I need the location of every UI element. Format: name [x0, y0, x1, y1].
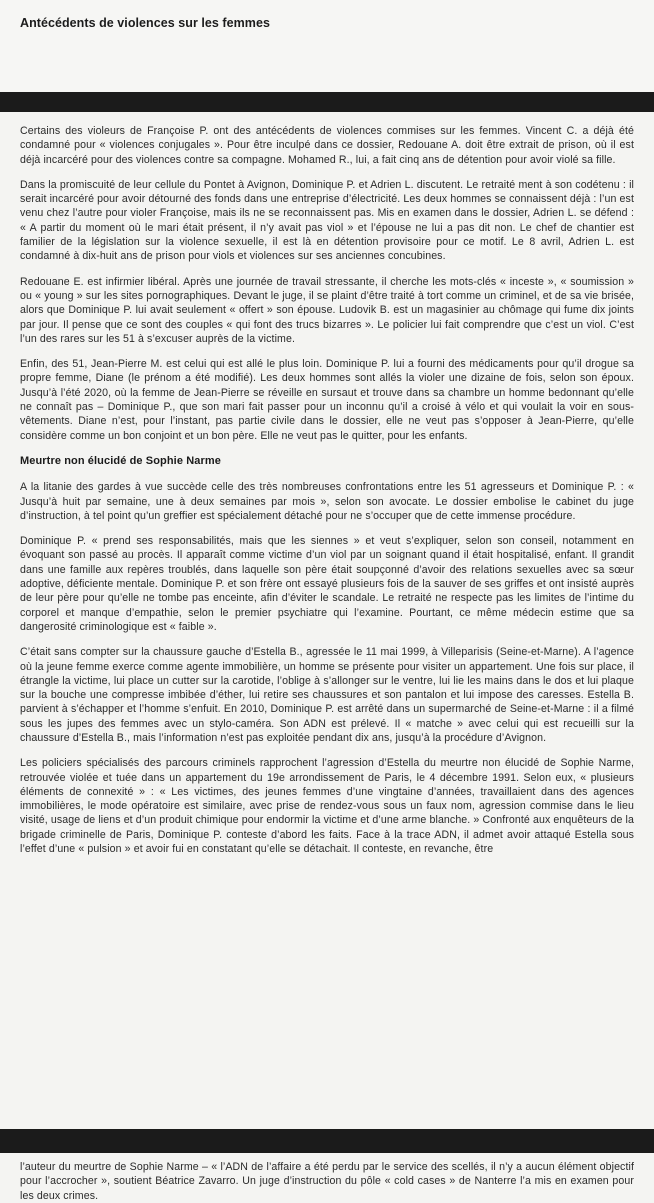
article-body — [20, 124, 634, 867]
header-area — [0, 0, 654, 92]
divider-bar-top — [0, 92, 654, 112]
article-paragraph: Dominique P. « prend ses responsabilités, mais que les siennes » et veut s’expliquer, selon son conseil, notamment en évoquant son passé au procès. Il apparaît comme victime d’un viol par un soignant quand il était hospitalisé, enfant. Il grandit dans une famille aux repères troublés, dans laquelle son père était soupçonné d’avoir des relations sexuelles avec sa sœur adoptive, déficiente mentale. Dominique P. et son frère ont essayé plusieurs fois de la sauver de ses griffes et ont insisté auprès de leur père pour qu’elle ne tombe pas enceinte, afin d’éviter le scandale. Le retraité ne respecte pas les limites de l’intime du corporel et manque d’empathie, selon le premier psychiatre qui l’examine. Pourtant, ce même médecin estime que sa dangerosité criminologique est « faible ». — [20, 535, 634, 633]
article-paragraph: Les policiers spécialisés des parcours criminels rapprochent l’agression d’Estella du meurtre non élucidé de Sophie Narme, retrouvée violée et tuée dans un appartement du 19e arrondissement de Paris, le 4 décembre 1991. Selon eux, « plusieurs éléments de connexité » : « Les victimes, des jeunes femmes d’une vingtaine d’années, travaillaient dans des agences immobilières, le mode opératoire est similaire, avec prise de rendez-vous sous un faux nom, agression commise dans le lieu visité, usage de liens et d’un produit chimique pour endormir la victime et d’une arme blanche. » Confronté aux enquêteurs de la brigade criminelle de Paris, Dominique P. conteste d’abord les faits. Face à la trace ADN, il admet avoir attaqué Estella sous l’effet d’une « pulsion » et avoir fui en constatant qu’elle se détachait. Il conteste, en revanche, être — [20, 757, 634, 856]
article-paragraph: C’était sans compter sur la chaussure gauche d’Estella B., agressée le 11 mai 1999, à Villeparisis (Seine-et-Marne). A l’agence où la jeune femme exerce comme agente immobilière, un homme se présente pour visiter un appartement. Une fois sur place, il étrangle la victime, lui place un cutter sur la carotide, l’oblige à s’allonger sur le ventre, lui lie les mains dans le dos et lui plaque sur la bouche une compresse imbibée d’éther, lui retire ses chaussures et son pantalon et lui impose des caresses. Estella B. parvient à s’échapper et l’homme s’enfuit. En 2010, Dominique P. est arrêté dans un supermarché de Seine-et-Marne : il a filmé sous les jupes des femmes avec un stylo-caméra. Son ADN est prélevé. Il « matche » avec celui qui est recueilli sur la chaussure d’Estella B., mais l’information n’est pas exploitée pendant dix ans, jusqu’à la procédure d’Avignon. — [20, 646, 634, 744]
article-paragraph: Redouane E. est infirmier libéral. Après une journée de travail stressante, il cherche les mots-clés « inceste », « soumission » ou « young » sur les sites pornographiques. Devant le juge, il se plaint d’être traité à tort comme un criminel, et de sa vie brisée, alors que Dominique P. lui avait seulement « offert » son épouse. Ludovik B. est un magasinier au chômage qui fume dix joints par jour. Il pense que ce sont des couples « qui font des trucs bizarres ». Le policier lui fait comprendre que c’est un viol. C’est l’un des rares sur les 51 à s’excuser auprès de la victime. — [20, 275, 634, 345]
continuation-paragraph: l’auteur du meurtre de Sophie Narme – « l’ADN de l’affaire a été perdu par le service des scellés, il n’y a aucun élément objectif pour l’accrocher », soutient Béatrice Zavarro. Un juge d’instruction du pôle « cold cases » de Nanterre l’a mis en examen pour les deux crimes. — [20, 1161, 634, 1202]
article-continuation — [20, 1160, 634, 1203]
article-paragraph: Enfin, des 51, Jean-Pierre M. est celui qui est allé le plus loin. Dominique P. lui a fourni des médicaments pour qu’il drogue sa propre femme, Diane (le prénom a été modifié). Les deux hommes sont allés la violer une dizaine de fois, selon son époux. Jusqu’à l’été 2020, où la femme de Jean-Pierre se réveille en sursaut et trouve dans sa chambre un homme bedonnant qu’elle ne connaît pas – Dominique P., que son mari fait passer pour un inconnu qu’il a croisé à vélo et qui voulait la voir en sous-vêtements. Diane n’est, pour l’instant, pas partie civile dans le dossier, elle ne veut pas s’opposer à Jean-Pierre, qu’elle considère comme un bon conjoint et un bon père. Elle ne veut pas le quitter, pour les enfants. — [20, 358, 634, 442]
article-paragraph: Certains des violeurs de Françoise P. ont des antécédents de violences commises sur les femmes. Vincent C. a déjà été condamné pour « violences conjugales ». Pour être inculpé dans ce dossier, Redouane A. doit être extrait de prison, où il est déjà incarcéré pour des violences contre sa compagne. Mohamed R., lui, a fait cinq ans de détention pour avoir violé sa fille. — [20, 125, 634, 166]
article-paragraph: A la litanie des gardes à vue succède celle des très nombreuses confrontations entre les 51 agresseurs et Dominique P. : « Jusqu’à huit par semaine, une à deux semaines par mois », selon son avocate. Le dossier embolise le cabinet du juge d’instruction, à tel point qu’un greffier est spécialement détaché pour ne s’occuper que de cette immense procédure. — [20, 481, 634, 522]
section-subheading: Meurtre non élucidé de Sophie Narme — [20, 454, 221, 467]
divider-bar-bottom — [0, 1129, 654, 1153]
article-paragraph: Dans la promiscuité de leur cellule du Pontet à Avignon, Dominique P. et Adrien L. discutent. Le retraité ment à son codétenu : il serait incarcéré pour avoir détourné des fonds dans une entreprise d’électricité. Les deux hommes se connaissent déjà : l’un est venu chez l’autre pour violer Françoise, mais ils ne se reconnaissent pas. Mis en examen dans le dossier, Adrien L. se défend : « A partir du moment où le mari était présent, il n’y avait pas viol » et l’épouse ne lui a pas dit non. Le chef de chantier est familier de la législation sur la violence sexuelle, il est là en détention provisoire pour ce motif. Le 8 avril, Adrien L. est condamné à dix-huit ans de prison pour viols et violences sur ses anciennes concubines. — [20, 178, 634, 263]
page-title: Antécédents de violences sur les femmes — [20, 16, 270, 30]
